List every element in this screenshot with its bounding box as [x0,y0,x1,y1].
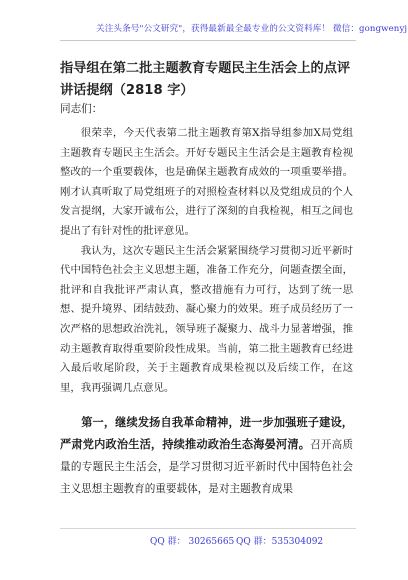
paragraph: 我认为，这次专题民主生活会紧紧围绕学习贯彻习近平新时代中国特色社会主义思想主题，准备工作充分，问题查摆全面，批评和自我批评严肃认真，整改措施有力可行，达到了统一思想、提升境界、团结鼓劲、凝心聚力的效果。班子成员经历了一次严格的思想政治洗礼，领导班子凝聚力、战斗力显著增强，推动主题教育取得重要阶段性成果。当前，第二批主题教育已经进入最后收尾阶段，关于主题教育成果检视以及后续工作，在这里，我再强调几点意见。 [60,244,353,394]
header-promo: 关注头条号"公文研究"，获得最新最全最专业的公文资料库！ 微信：gongwenyj [96,24,408,34]
point-one-heading: 第一，继续发扬自我革命精神，进一步加强班子建设，严肃党内政治生活，持续推动政治生态海晏河清。 [60,416,353,451]
paragraph: 很荣幸，今天代表第二批主题教育第X指导组参加X局党组主题教育专题民主生活会。开好专题民主生活会是主题教育检视整改的一个重要载体，也是确保主题教育成效的一项重要举措。刚才认真听取了局党组班子的对照检查材料以及党组成员的个人发言提纲，大家开诚布公，进行了深刻的自我检视，相互之间也提出了有针对性的批评意见。 [60,127,353,237]
footer-qq-group-1: QQ 群： 30265665 [150,537,235,547]
point-one-text: 召开高质量的专题民主生活会，是学习贯彻习近平新时代中国特色社会主义思想主题教育的重要载体，是对主题教育成果 [60,439,353,495]
footer-qq-group-2: QQ 群：535304092 [236,537,324,547]
greeting: 同志们： [60,103,103,115]
paragraph [60,412,353,500]
point-one-section [60,412,353,500]
footer-divider [60,528,356,529]
body-text [60,124,353,398]
header-divider [60,40,356,41]
document-title: 指导组在第二批主题教育专题民主生活会上的点评讲话提纲（2818 字） [60,61,351,98]
